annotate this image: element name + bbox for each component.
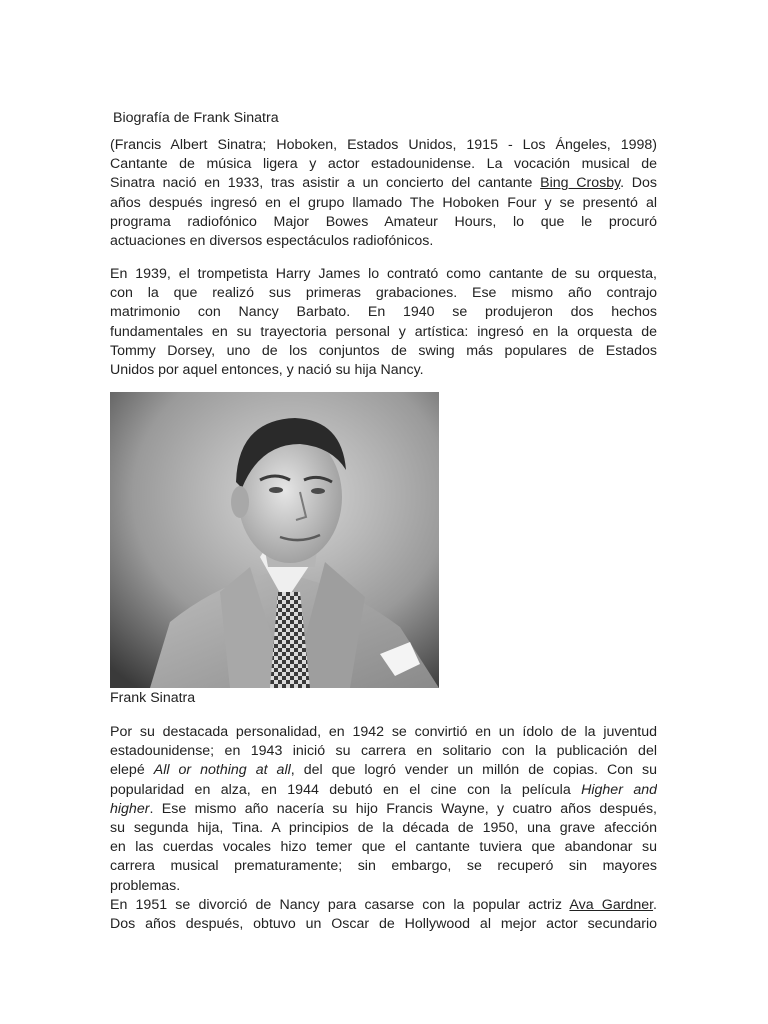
text-line: actuaciones en diversos espectáculos radiofónicos. (110, 232, 434, 249)
text-line: elepé All or nothing at all, del que logró vender un millón de copias. Con su (110, 762, 657, 779)
paragraph-3 (110, 723, 657, 934)
text-line: popularidad en alza, en 1944 debutó en el cine con la película Higher and (110, 781, 657, 798)
text-line: En 1951 se divorció de Nancy para casarse con la popular actriz Ava Gardner. (110, 896, 657, 913)
bing-crosby-link[interactable]: Bing Crosby (540, 175, 621, 192)
text-line: en las cuerdas vocales hizo temer que el cantante tuviera que abandonar su (110, 839, 657, 856)
text-line: Sinatra nació en 1933, tras asistir a un concierto del cantante Bing Crosby. Dos (110, 175, 657, 192)
frank-sinatra-photo (110, 392, 439, 688)
text-line: carrera musical prematuramente; sin embargo, se recuperó sin mayores (110, 858, 657, 875)
text-line: Cantante de música ligera y actor estadounidense. La vocación musical de (110, 156, 657, 173)
paragraph-2 (110, 265, 657, 380)
text-line: Dos años después, obtuvo un Oscar de Hollywood al mejor actor secundario (110, 915, 657, 932)
text-line: con la que realizó sus primeras grabaciones. Ese mismo año contrajo (110, 285, 657, 302)
text-line: Tommy Dorsey, uno de los conjuntos de swing más populares de Estados (110, 342, 657, 359)
text-line: En 1939, el trompetista Harry James lo contrató como cantante de su orquesta, (110, 266, 657, 282)
text-line: su segunda hija, Tina. A principios de la década de 1950, una grave afección (110, 819, 657, 836)
text-line: matrimonio con Nancy Barbato. En 1940 se produjeron dos hechos (110, 304, 657, 321)
text-line: Unidos por aquel entonces, y nació su hija Nancy. (110, 361, 424, 378)
paragraph-1 (110, 136, 657, 251)
photo-caption: Frank Sinatra (110, 690, 196, 706)
text-line: estadounidense; en 1943 inició su carrera en solitario con la publicación del (110, 743, 657, 760)
text-line: fundamentales en su trayectoria personal y artística: ingresó en la orquesta de (110, 323, 657, 340)
text-line: higher. Ese mismo año nacería su hijo Francis Wayne, y cuatro años después, (110, 800, 657, 817)
document-title: Biografía de Frank Sinatra (113, 110, 279, 126)
text-line: programa radiofónico Major Bowes Amateur Hours, lo que le procuró (110, 213, 657, 230)
text-line: Por su destacada personalidad, en 1942 se convirtió en un ídolo de la juventud (110, 724, 657, 740)
text-line: problemas. (110, 877, 181, 894)
text-line: años después ingresó en el grupo llamado The Hoboken Four y se presentó al (110, 194, 657, 211)
ava-gardner-link[interactable]: Ava Gardner (569, 896, 654, 913)
text-line: (Francis Albert Sinatra; Hoboken, Estados Unidos, 1915 - Los Ángeles, 1998) (110, 137, 657, 153)
